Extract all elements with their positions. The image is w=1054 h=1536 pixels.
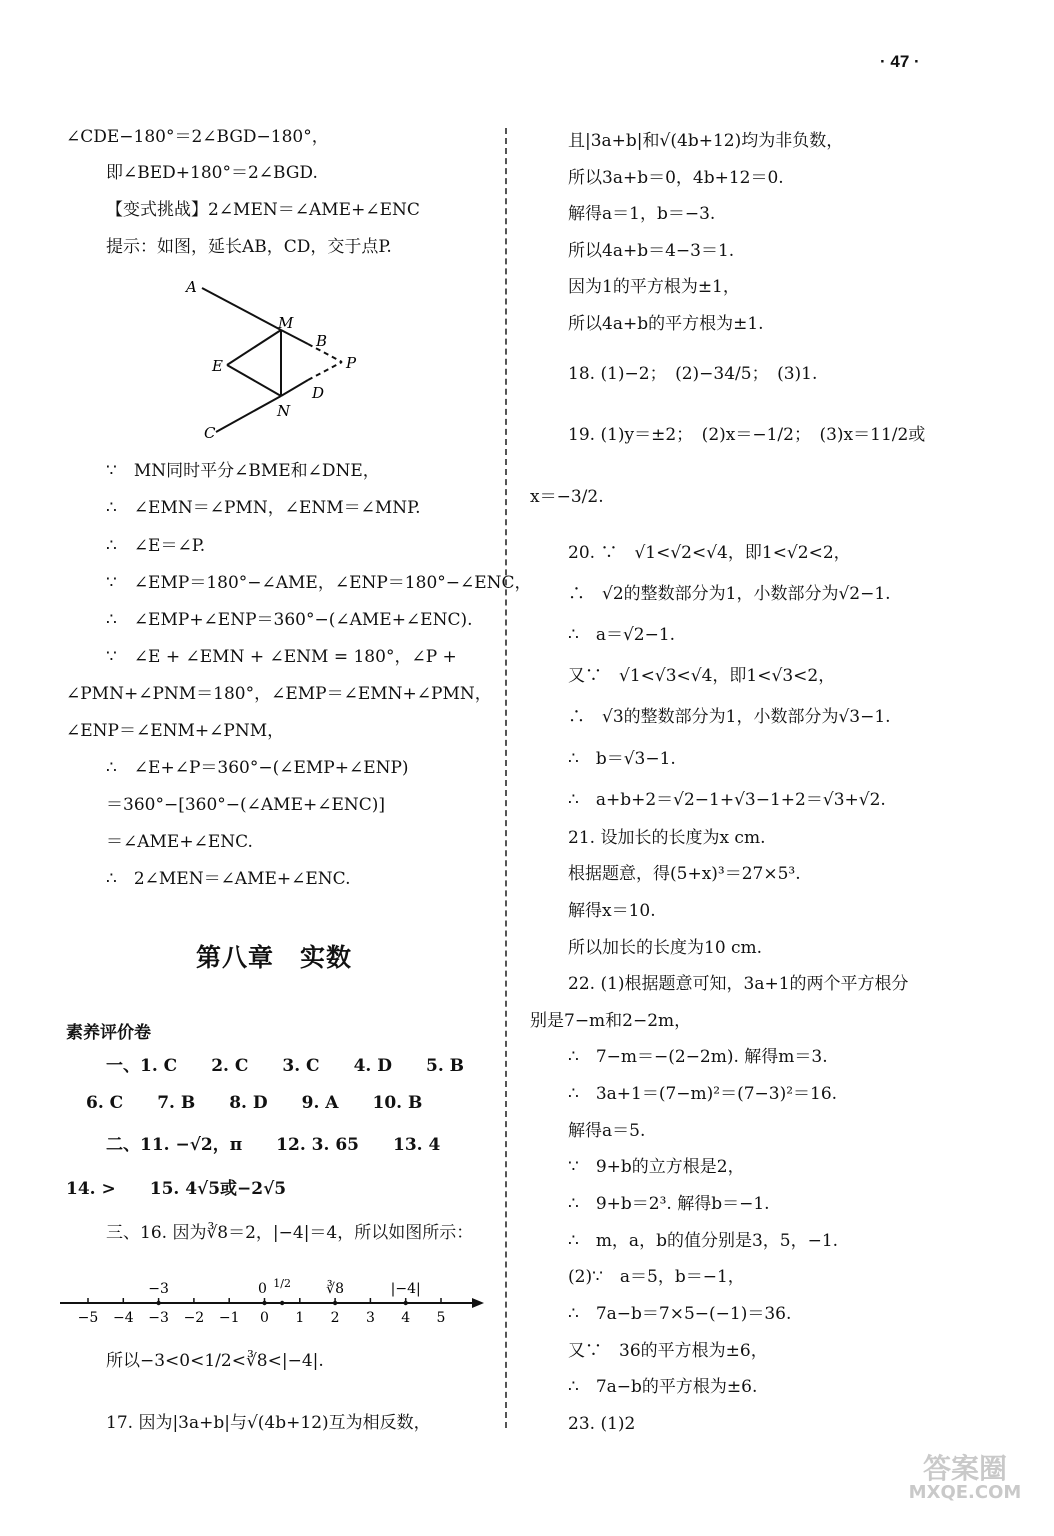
label-M: M bbox=[278, 314, 294, 332]
right-line-33: 23. (1)2 bbox=[568, 1414, 636, 1434]
right-line-5: 因为1的平方根为±1， bbox=[568, 277, 740, 297]
label-A: A bbox=[186, 278, 197, 296]
left-line-6: ∴ ∠EMN＝∠PMN，∠ENM＝∠MNP. bbox=[106, 498, 421, 518]
left-line-4: 提示：如图，延长AB，CD，交于点P. bbox=[106, 237, 392, 257]
number-line-point-label: 1/2 bbox=[273, 1277, 292, 1290]
right-line-30: ∴ 7a−b＝7×5−(−1)＝36. bbox=[568, 1304, 792, 1324]
number-line-tick-label: −2 bbox=[183, 1310, 205, 1326]
left-line-5: ∵ MN同时平分∠BME和∠DNE， bbox=[106, 461, 380, 481]
number-line-tick-label: −3 bbox=[148, 1310, 169, 1326]
left-line-8: ∵ ∠EMP＝180°−∠AME，∠ENP＝180°−∠ENC， bbox=[106, 573, 532, 593]
geometry-diagram bbox=[180, 272, 380, 444]
right-line-11: ∴ √2的整数部分为1，小数部分为√2−1. bbox=[568, 584, 891, 604]
q16-text: 三、16. 因为∛8＝2，|−4|＝4，所以如图所示： bbox=[106, 1223, 474, 1243]
number-line-tick-label: 3 bbox=[365, 1310, 375, 1326]
number-line-point-label: 0 bbox=[258, 1281, 267, 1297]
label-N: N bbox=[277, 402, 291, 420]
right-line-14: ∴ √3的整数部分为1，小数部分为√3−1. bbox=[568, 707, 891, 727]
number-line-tick-label: −4 bbox=[112, 1310, 134, 1326]
left-line-3: 【变式挑战】2∠MEN＝∠AME+∠ENC bbox=[106, 200, 420, 220]
mc-answers-row-1: 一、1. C 2. C 3. C 4. D 5. B bbox=[106, 1056, 465, 1076]
page-number: · 47 · bbox=[880, 52, 920, 71]
q17-text: 17. 因为|3a+b|与√(4b+12)互为相反数， bbox=[106, 1413, 431, 1433]
right-line-12: ∴ a＝√2−1. bbox=[568, 625, 676, 645]
left-line-16: ∴ 2∠MEN＝∠AME+∠ENC. bbox=[106, 869, 351, 889]
number-line-point bbox=[156, 1301, 160, 1305]
number-line-tick-label: 0 bbox=[260, 1310, 269, 1326]
right-line-6: 所以4a+b的平方根为±1. bbox=[568, 314, 764, 334]
right-line-15: ∴ b＝√3−1. bbox=[568, 749, 676, 769]
right-line-21: 22. (1)根据题意可知，3a+1的两个平方根分 bbox=[568, 974, 909, 994]
left-line-1: ∠CDE−180°＝2∠BGD−180°， bbox=[66, 127, 329, 147]
number-line-point-label: −3 bbox=[148, 1281, 169, 1297]
right-line-10: 20. ∵ √1<√2<√4，即1<√2<2， bbox=[568, 543, 851, 563]
number-line-tick-label: 5 bbox=[436, 1310, 446, 1326]
label-P: P bbox=[346, 354, 357, 372]
right-line-2: 所以3a+b＝0，4b+12＝0. bbox=[568, 168, 784, 188]
right-line-1: 且|3a+b|和√(4b+12)均为非负数， bbox=[568, 131, 844, 151]
fill-answers-row-1: 二、11. −√2，π 12. 3. 65 13. 4 bbox=[106, 1135, 441, 1155]
right-line-29: (2)∵ a＝5，b＝−1， bbox=[568, 1267, 745, 1287]
left-line-9: ∴ ∠EMP+∠ENP＝360°−(∠AME+∠ENC). bbox=[106, 610, 473, 630]
right-line-26: ∵ 9+b的立方根是2， bbox=[568, 1157, 745, 1177]
right-line-23: ∴ 7−m＝−(2−2m). 解得m＝3. bbox=[568, 1047, 828, 1067]
number-line-tick-label: −5 bbox=[77, 1310, 99, 1326]
right-line-25: 解得a＝5. bbox=[568, 1121, 646, 1141]
left-line-12: ∠ENP＝∠ENM+∠PNM， bbox=[66, 721, 285, 741]
number-line bbox=[58, 1262, 488, 1332]
left-line-14: ＝360°−[360°−(∠AME+∠ENC)] bbox=[106, 795, 386, 815]
right-line-7: 18. (1)−2； (2)−34/5； (3)1. bbox=[568, 364, 818, 384]
watermark-line-1: 答案圈 bbox=[922, 1452, 1007, 1485]
number-line-point bbox=[333, 1301, 337, 1305]
mc-answers-row-2: 6. C 7. B 8. D 9. A 10. B bbox=[86, 1093, 423, 1113]
right-line-19: 解得x＝10. bbox=[568, 901, 656, 921]
fill-answers-row-2: 14. > 15. 4√5或−2√5 bbox=[66, 1179, 287, 1199]
number-line-tick-label: 1 bbox=[295, 1310, 305, 1326]
number-line-point bbox=[262, 1301, 266, 1305]
right-line-22: 别是7−m和2−2m， bbox=[530, 1011, 692, 1031]
right-line-31: 又∵ 36的平方根为±6， bbox=[568, 1341, 768, 1361]
right-line-27: ∴ 9+b＝2³. 解得b＝−1. bbox=[568, 1194, 770, 1214]
right-line-16: ∴ a+b+2＝√2−1+√3−1+2＝√3+√2. bbox=[568, 790, 886, 810]
number-line-tick-label: −1 bbox=[218, 1310, 240, 1326]
right-line-17: 21. 设加长的长度为x cm. bbox=[568, 828, 766, 848]
right-line-9: x＝−3/2. bbox=[530, 487, 604, 507]
right-line-32: ∴ 7a−b的平方根为±6. bbox=[568, 1377, 758, 1397]
left-line-7: ∴ ∠E＝∠P. bbox=[106, 536, 206, 556]
right-line-4: 所以4a+b＝4−3＝1. bbox=[568, 241, 735, 261]
right-line-8: 19. (1)y＝±2； (2)x＝−1/2； (3)x＝11/2或 bbox=[568, 425, 926, 445]
right-line-18: 根据题意，得(5+x)³＝27×5³. bbox=[568, 864, 801, 884]
label-B: B bbox=[316, 332, 328, 350]
column-divider bbox=[505, 128, 507, 1428]
right-line-3: 解得a＝1，b＝−3. bbox=[568, 204, 716, 224]
watermark-line-2: MXQE.COM bbox=[908, 1482, 1022, 1503]
label-E: E bbox=[212, 357, 223, 375]
number-line-point-label: ∛8 bbox=[326, 1281, 345, 1297]
chapter-title: 第八章 实数 bbox=[196, 943, 353, 972]
number-line-point bbox=[404, 1301, 408, 1305]
left-line-2: 即∠BED+180°＝2∠BGD. bbox=[106, 163, 318, 183]
label-C: C bbox=[204, 424, 216, 442]
right-line-20: 所以加长的长度为10 cm. bbox=[568, 938, 763, 958]
number-line-tick-label: 2 bbox=[330, 1310, 340, 1326]
number-line-tick-label: 4 bbox=[401, 1310, 411, 1326]
number-line-point-label: |−4| bbox=[390, 1281, 421, 1297]
left-line-13: ∴ ∠E+∠P＝360°−(∠EMP+∠ENP) bbox=[106, 758, 409, 778]
number-line-point bbox=[280, 1301, 284, 1305]
left-line-15: ＝∠AME+∠ENC. bbox=[106, 832, 253, 852]
right-line-28: ∴ m，a，b的值分别是3，5，−1. bbox=[568, 1231, 839, 1251]
section-title: 素养评价卷 bbox=[66, 1023, 151, 1043]
label-D: D bbox=[312, 384, 325, 402]
right-line-24: ∴ 3a+1＝(7−m)²＝(7−3)²＝16. bbox=[568, 1084, 838, 1104]
q16-conclusion: 所以−3<0<1/2<∛8<|−4|. bbox=[106, 1351, 324, 1371]
watermark-logo bbox=[880, 1452, 1050, 1503]
left-line-11: ∠PMN+∠PNM＝180°，∠EMP＝∠EMN+∠PMN， bbox=[66, 684, 492, 704]
right-line-13: 又∵ √1<√3<√4，即1<√3<2， bbox=[568, 666, 836, 686]
left-line-10: ∵ ∠E + ∠EMN + ∠ENM = 180°，∠P + bbox=[106, 647, 457, 667]
